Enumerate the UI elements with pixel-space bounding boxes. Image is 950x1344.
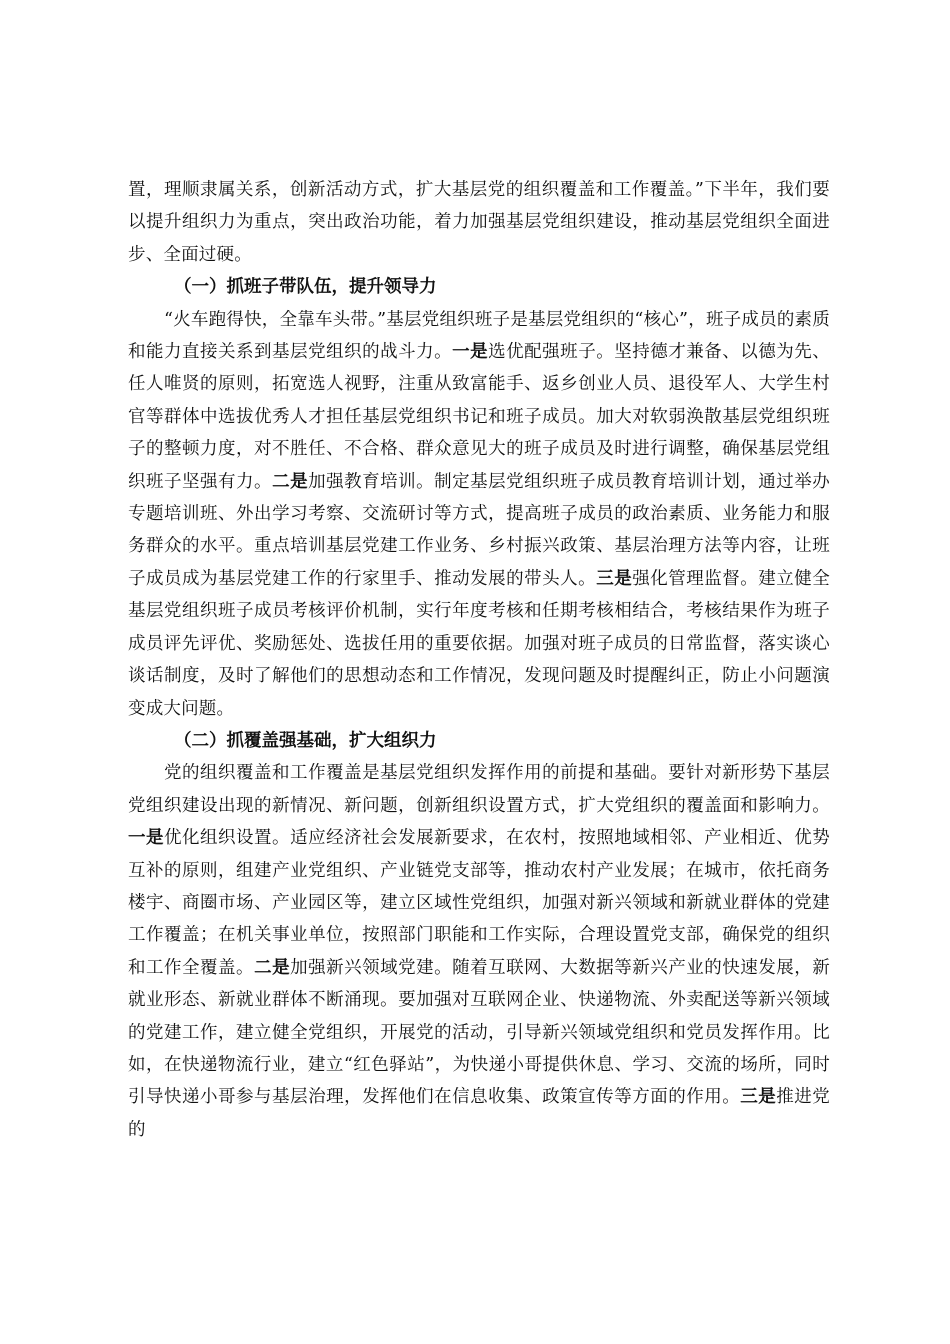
paragraph-text: 优化组织设置。适应经济社会发展新要求，在农村，按照地域相邻、产业相近、优势互补的原则，组建产业党组织、产业链党支部等，推动农村产业发展；在城市，依托商务楼宇、商圈市场、产业园区等，建立区域性党组织，加强对新兴领域和新就业群体的党建工作覆盖；在机关事业单位，按照部门职能和工作实际，合理设置党支部，确保党的组织和工作全覆盖。 (128, 828, 830, 978)
paragraph-text: 党的组织覆盖和工作覆盖是基层党组织发挥作用的前提和基础。要针对新形势下基层党组织建设出现的新情况、新问题，创新组织设置方式，扩大党组织的覆盖面和影响力。 (128, 763, 830, 816)
paragraph-text: 推进党的 (128, 1087, 830, 1140)
point-marker: 一是 (452, 342, 489, 363)
point-marker: 二是 (254, 957, 291, 978)
paragraph-text: 加强教育培训。制定基层党组织班子成员教育培训计划，通过举办专题培训班、外出学习考察、交流研讨等方式，提高班子成员的政治素质、业务能力和服务群众的水平。重点培训基层党建工作业务、乡村振兴政策、基层治理方法等内容，让班子成员成为基层党建工作的行家里手、推动发展的带头人。 (128, 471, 830, 589)
document-page (128, 174, 830, 1146)
point-marker: 三是 (740, 1087, 777, 1108)
section-heading-1: （一）抓班子带队伍，提升领导力 (174, 277, 437, 298)
point-marker: 二是 (272, 471, 309, 492)
point-marker: 一是 (128, 828, 165, 849)
paragraph-continued: 置，理顺隶属关系，创新活动方式，扩大基层党的组织覆盖和工作覆盖。”下半年，我们要以提升组织力为重点，突出政治功能，着力加强基层党组织建设，推动基层党组织全面进步、全面过硬。 (128, 180, 830, 265)
paragraph-section-1 (128, 304, 830, 725)
paragraph-section-2 (128, 757, 830, 1146)
paragraph-text: “火车跑得快，全靠车头带。”基层党组织班子是基层党组织的“核心”，班子成员的素质和能力直接关系到基层党组织的战斗力。 (128, 309, 830, 363)
paragraph-text: 加强新兴领域党建。随着互联网、大数据等新兴产业的快速发展，新就业形态、新就业群体不断涌现。要加强对互联网企业、快递物流、外卖配送等新兴领域的党建工作，建立健全党组织，开展党的活动，引导新兴领域党组织和党员发挥作用。比如，在快递物流行业，建立“红色驿站”，为快递小哥提供休息、学习、交流的场所，同时引导快递小哥参与基层治理，发挥他们在信息收集、政策宣传等方面的作用。 (128, 957, 830, 1108)
paragraph-text: 选优配强班子。坚持德才兼备、以德为先、任人唯贤的原则，拓宽选人视野，注重从致富能手、返乡创业人员、退役军人、大学生村官等群体中选拔优秀人才担任基层党组织书记和班子成员。加大对软弱涣散基层党组织班子的整顿力度，对不胜任、不合格、群众意见大的班子成员及时进行调整，确保基层党组织班子坚强有力。 (128, 342, 830, 492)
point-marker: 三是 (596, 568, 633, 589)
section-heading-2: （二）抓覆盖强基础，扩大组织力 (174, 730, 437, 751)
paragraph-text: 强化管理监督。建立健全基层党组织班子成员考核评价机制，实行年度考核和任期考核相结合，考核结果作为班子成员评先评优、奖励惩处、选拔任用的重要依据。加强对班子成员的日常监督，落实谈心谈话制度，及时了解他们的思想动态和工作情况，发现问题及时提醒纠正，防止小问题演变成大问题。 (128, 568, 830, 719)
